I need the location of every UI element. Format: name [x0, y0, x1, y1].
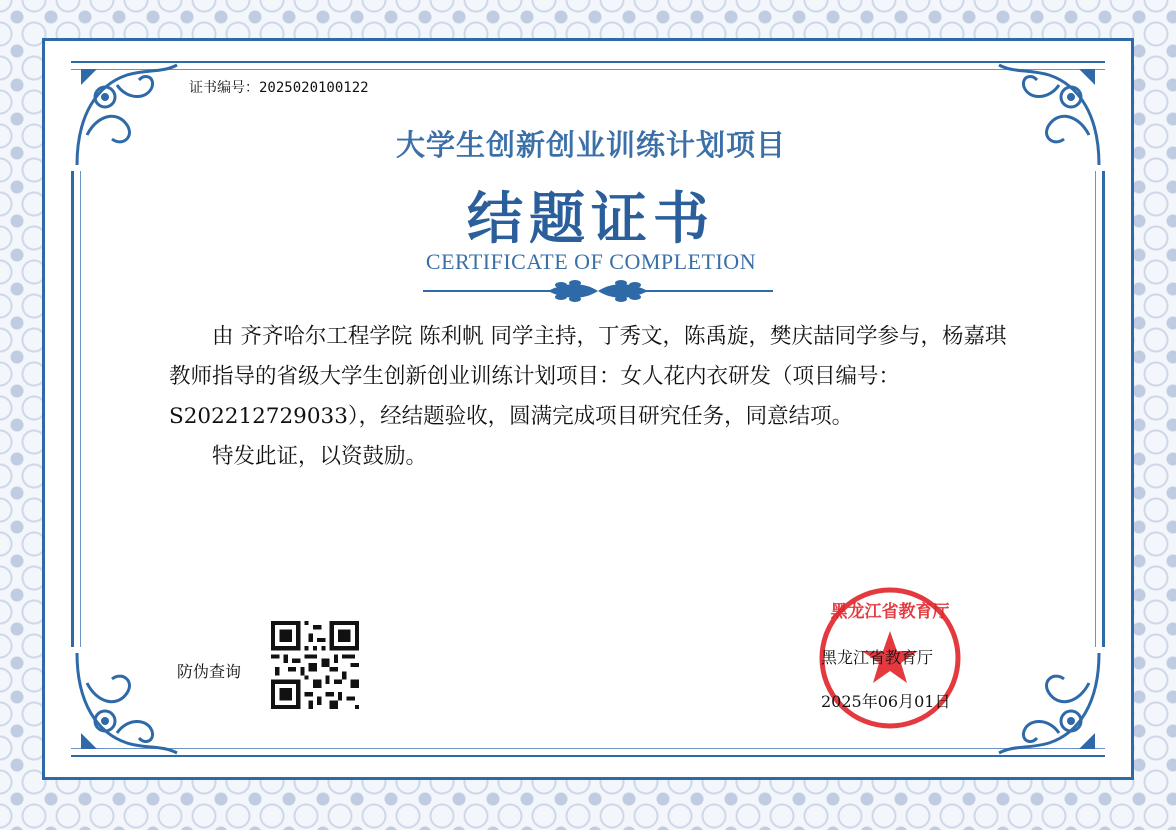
verify-label: 防伪查询	[177, 662, 242, 681]
issuer-name: 黑龙江省教育厅	[821, 648, 934, 667]
program-title: 大学生创新创业训练计划项目	[395, 128, 786, 162]
laurel-divider-icon	[423, 277, 773, 305]
certificate-number: 证书编号：2025020100122	[189, 80, 369, 96]
body-paragraph: 由 齐齐哈尔工程学院 陈利帆 同学主持，丁秀文，陈禹旋，樊庆喆同学参与，杨嘉琪教师指导的省级大学生创新创业训练计划项目：女人花内衣研发（项目编号：S202212729033），经结题验收，圆满完成项目研究任务，同意结项。	[169, 324, 1007, 429]
certificate	[42, 38, 1134, 780]
main-title: 结题证书	[467, 187, 715, 252]
corner-ornament-icon	[67, 643, 187, 763]
corner-ornament-icon	[989, 643, 1109, 763]
certificate-body	[169, 317, 1021, 477]
issue-date: 2025年06月01日	[821, 692, 951, 711]
closing-line: 特发此证，以资鼓励。	[212, 444, 428, 469]
english-title: CERTIFICATE OF COMPLETION	[425, 249, 757, 274]
qr-code-icon[interactable]	[271, 621, 359, 709]
seal-text: 黑龙江省教育厅	[830, 602, 950, 622]
